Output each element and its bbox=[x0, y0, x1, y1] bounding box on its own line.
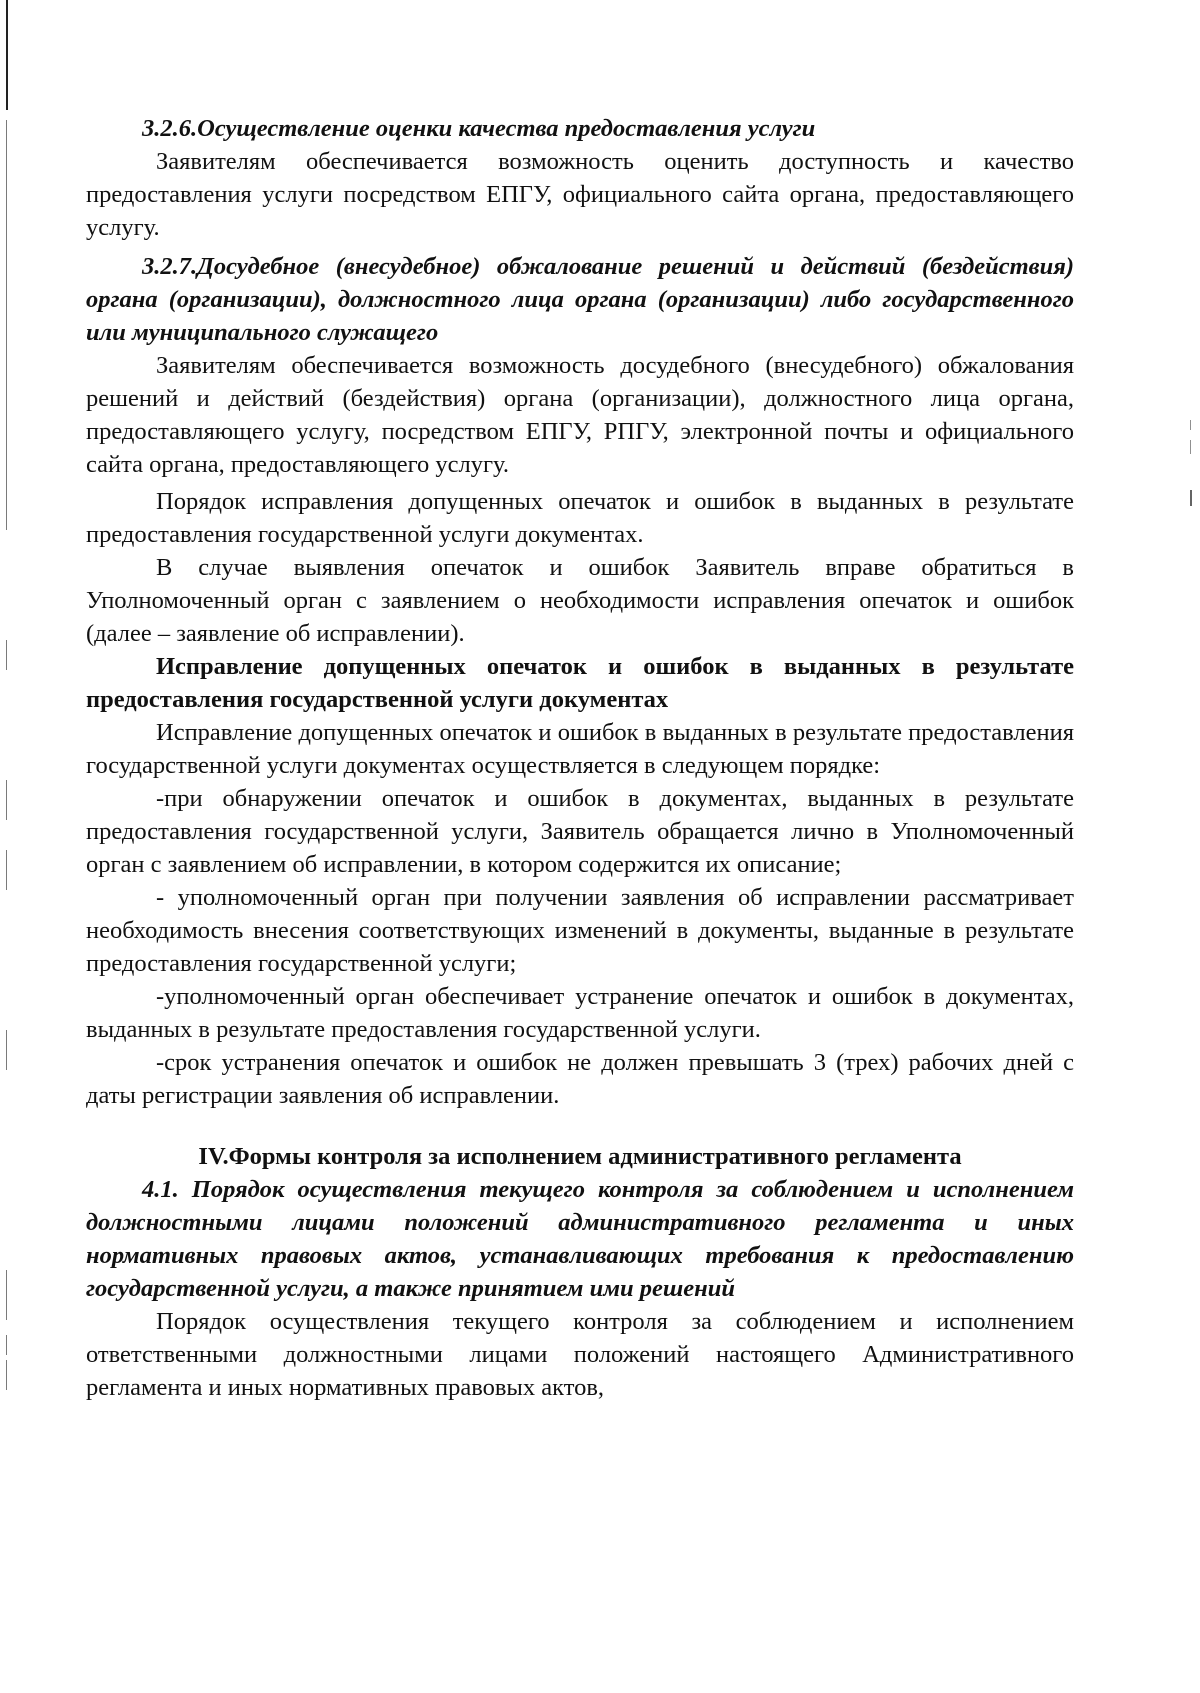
procedure-item: - уполномоченный орган при получении заявления об исправлении рассматривает необходимость внесения соответствующих изменений в документы, выданные в результате предоставления государственной услуги; bbox=[86, 884, 1074, 977]
scan-edge-line bbox=[6, 1360, 7, 1390]
document-body bbox=[86, 112, 1074, 1404]
scan-edge-line bbox=[6, 1335, 7, 1355]
scan-edge-mark bbox=[1190, 490, 1192, 506]
scan-edge-line bbox=[6, 120, 7, 530]
procedure-item: -при обнаружении опечаток и ошибок в документах, выданных в результате предоставления государственной услуги, Заявитель обращается лично в Уполномоченный орган с заявлением об исправлении, в котором содержится их описание; bbox=[86, 785, 1074, 878]
section-3-2-7-text: Заявителям обеспечивается возможность досудебного (внесудебного) обжалования решений и действий (бездействия) органа (организации), должностного лица органа, предоставляющего услугу, посредством ЕПГУ, РПГУ, электронной почты и официального сайта органа, предоставляющего услугу. bbox=[86, 352, 1074, 478]
correction-order-paragraph: Порядок исправления допущенных опечаток и ошибок в выданных в результате предоставления государственной услуги документах. bbox=[86, 488, 1074, 548]
section-3-2-7-title: 3.2.7.Досудебное (внесудебное) обжалование решений и действий (бездействия) органа (организации), должностного лица органа (организации) либо государственного или муниципального служащего bbox=[86, 253, 1074, 346]
scan-edge-mark bbox=[1190, 420, 1191, 430]
correction-procedure-text: Исправление допущенных опечаток и ошибок в выданных в результате предоставления государственной услуги документах осуществляется в следующем порядке: bbox=[86, 719, 1074, 779]
section-4-1-text: Порядок осуществления текущего контроля за соблюдением и исполнением ответственными должностными лицами положений настоящего Административного регламента и иных нормативных правовых актов, bbox=[86, 1308, 1074, 1401]
scan-edge-line bbox=[6, 640, 7, 670]
correction-heading: Исправление допущенных опечаток и ошибок в выданных в результате предоставления государственной услуги документах bbox=[86, 653, 1074, 713]
scan-edge-line bbox=[6, 1030, 7, 1070]
scan-edge-line bbox=[6, 1270, 7, 1320]
spacer bbox=[86, 1112, 1074, 1140]
section-4-1-title: 4.1. Порядок осуществления текущего контроля за соблюдением и исполнением должностными лицами положений административного регламента и иных нормативных правовых актов, устанавливающих требования к предоставлению государственной услуги, а также принятием ими решений bbox=[86, 1176, 1074, 1302]
scan-edge-mark bbox=[1190, 440, 1191, 454]
scan-edge-line bbox=[6, 0, 8, 110]
procedure-item: -уполномоченный орган обеспечивает устранение опечаток и ошибок в документах, выданных в результате предоставления государственной услуги. bbox=[86, 983, 1074, 1043]
section-3-2-6-title: 3.2.6.Осуществление оценки качества предоставления услуги bbox=[142, 115, 816, 142]
chapter-4-title: IV.Формы контроля за исполнением административного регламента bbox=[198, 1143, 962, 1170]
case-paragraph: В случае выявления опечаток и ошибок Заявитель вправе обратиться в Уполномоченный орган с заявлением о необходимости исправления опечаток и ошибок (далее – заявление об исправлении). bbox=[86, 554, 1074, 647]
scan-edge-line bbox=[6, 780, 7, 820]
scan-edge-line bbox=[6, 850, 7, 890]
procedure-item: -срок устранения опечаток и ошибок не должен превышать 3 (трех) рабочих дней с даты регистрации заявления об исправлении. bbox=[86, 1049, 1074, 1109]
section-3-2-6-text: Заявителям обеспечивается возможность оценить доступность и качество предоставления услуги посредством ЕПГУ, официального сайта органа, предоставляющего услугу. bbox=[86, 148, 1074, 241]
